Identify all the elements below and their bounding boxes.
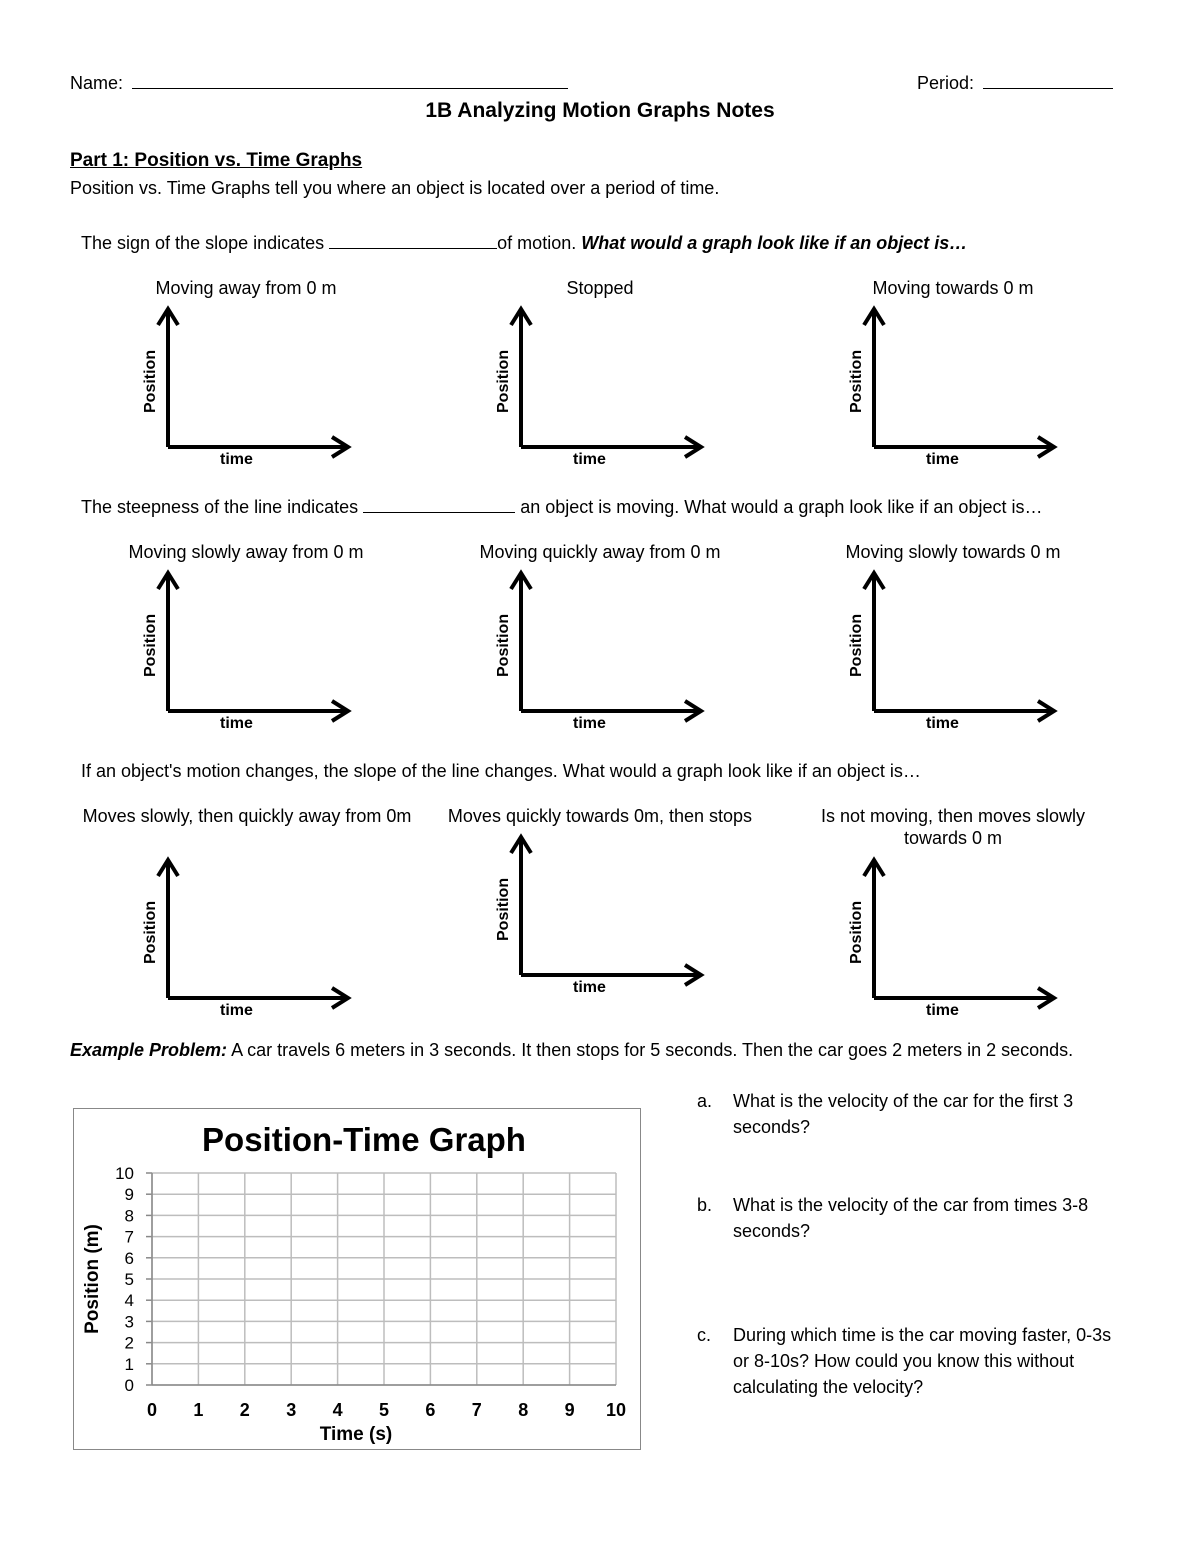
y-axis-title: Position (m)	[82, 1224, 103, 1334]
graph-title-r2c2: Moving quickly away from 0 m	[479, 542, 721, 562]
name-label: Name:	[70, 73, 124, 93]
chart-svg	[74, 1109, 640, 1449]
x-tick-label: 6	[425, 1400, 436, 1420]
blank-graph[interactable]	[493, 833, 703, 1013]
y-axis-label: Position	[142, 613, 159, 677]
x-axis-title: Time (s)	[319, 1424, 393, 1445]
example-label: Example Problem:	[70, 1040, 228, 1060]
part1-intro: Position vs. Time Graphs tell you where an object is located over a period of time.	[70, 178, 720, 198]
steep-prompt-start: The steepness of the line indicates	[81, 497, 359, 517]
name-row	[70, 72, 568, 94]
x-axis-label: time	[926, 1002, 959, 1019]
y-tick-label: 3	[124, 1312, 134, 1332]
x-tick-label: 4	[332, 1400, 343, 1420]
graph-title-r2c1: Moving slowly away from 0 m	[128, 542, 364, 562]
x-axis-label: time	[573, 715, 606, 732]
x-tick-label: 10	[605, 1400, 627, 1420]
graph-title-r3c2: Moves quickly towards 0m, then stops	[447, 806, 753, 826]
y-tick-label: 4	[124, 1291, 134, 1311]
y-tick-label: 10	[115, 1164, 134, 1183]
graph-title-r1c1: Moving away from 0 m	[155, 278, 337, 298]
x-axis-label: time	[926, 451, 959, 468]
y-tick-label: 7	[124, 1227, 134, 1247]
x-tick-label: 1	[193, 1400, 204, 1420]
chart-title: Position-Time Graph	[202, 1121, 526, 1158]
x-tick-label: 9	[564, 1400, 575, 1420]
y-tick-label: 0	[124, 1376, 134, 1395]
blank-graph[interactable]	[493, 305, 703, 485]
y-tick-label: 5	[124, 1270, 134, 1289]
y-axis-label: Position	[848, 900, 865, 964]
y-axis-label: Position	[142, 900, 159, 964]
graph-title-r2c3: Moving slowly towards 0 m	[845, 542, 1061, 562]
steepness-prompt	[81, 497, 1042, 518]
y-tick-label: 8	[124, 1206, 134, 1226]
blank-graph[interactable]	[846, 569, 1056, 749]
y-axis-label: Position	[848, 613, 865, 677]
y-tick-label: 6	[124, 1248, 134, 1268]
change-prompt: If an object's motion changes, the slope of the line changes. What would a graph look like if an object is…	[81, 761, 921, 781]
x-tick-label: 2	[239, 1400, 250, 1420]
period-label: Period:	[917, 73, 975, 93]
name-field[interactable]	[132, 72, 568, 89]
slope-prompt-end: of motion.	[497, 233, 577, 253]
part1-heading: Part 1: Position vs. Time Graphs	[70, 150, 363, 171]
x-tick-label: 3	[286, 1400, 297, 1420]
slope-blank[interactable]	[329, 234, 497, 249]
slope-prompt	[81, 233, 967, 254]
x-axis-label: time	[220, 715, 253, 732]
blank-graph[interactable]	[846, 305, 1056, 485]
blank-graph[interactable]	[493, 569, 703, 749]
y-tick-label: 1	[124, 1354, 134, 1374]
blank-graph[interactable]	[140, 569, 350, 749]
y-tick-label: 2	[124, 1333, 134, 1353]
example-text: A car travels 6 meters in 3 seconds. It then stops for 5 seconds. Then the car goes 2 meters in 2 seconds.	[231, 1040, 1074, 1060]
x-axis-label: time	[573, 451, 606, 468]
graph-title-r1c3: Moving towards 0 m	[872, 278, 1034, 298]
question-letter: a.	[697, 1091, 713, 1111]
question-text: What is the velocity of the car from times 3-8 seconds?	[733, 1195, 1089, 1241]
x-tick-label: 7	[471, 1400, 482, 1420]
x-axis-label: time	[926, 715, 959, 732]
y-tick-label: 9	[124, 1185, 134, 1205]
question-letter: c.	[697, 1325, 712, 1345]
position-time-chart	[73, 1108, 641, 1450]
example-problem	[70, 1038, 1120, 1063]
y-axis-label: Position	[848, 349, 865, 413]
slope-prompt-start: The sign of the slope indicates	[81, 233, 325, 253]
period-field[interactable]	[983, 72, 1113, 89]
steep-prompt-end: an object is moving. What would a graph look like if an object is…	[520, 497, 1043, 517]
y-axis-label: Position	[142, 349, 159, 413]
x-tick-label: 0	[146, 1400, 158, 1420]
steepness-blank[interactable]	[363, 498, 515, 513]
question-text: During which time is the car moving faster, 0-3s or 8-10s? How could you know this without calculating the velocity?	[733, 1325, 1112, 1397]
question-letter: b.	[697, 1195, 713, 1215]
period-row	[917, 72, 1113, 94]
blank-graph[interactable]	[140, 856, 350, 1036]
graph-title-r3c3: Is not moving, then moves slowly towards 0 m	[820, 806, 1086, 848]
x-axis-label: time	[573, 979, 606, 996]
y-axis-label: Position	[495, 613, 512, 677]
graph-title-r3c1: Moves slowly, then quickly away from 0m	[82, 806, 412, 826]
blank-graph[interactable]	[846, 856, 1056, 1036]
x-tick-label: 5	[378, 1400, 390, 1420]
x-tick-label: 8	[518, 1400, 529, 1420]
x-axis-label: time	[220, 1002, 253, 1019]
page-title: 1B Analyzing Motion Graphs Notes	[425, 99, 775, 122]
blank-graph[interactable]	[140, 305, 350, 485]
question-text: What is the velocity of the car for the first 3 seconds?	[733, 1091, 1074, 1137]
x-axis-label: time	[220, 451, 253, 468]
graph-title-r1c2: Stopped	[566, 278, 634, 298]
y-axis-label: Position	[495, 877, 512, 941]
y-axis-label: Position	[495, 349, 512, 413]
slope-question: What would a graph look like if an object is…	[581, 233, 968, 253]
